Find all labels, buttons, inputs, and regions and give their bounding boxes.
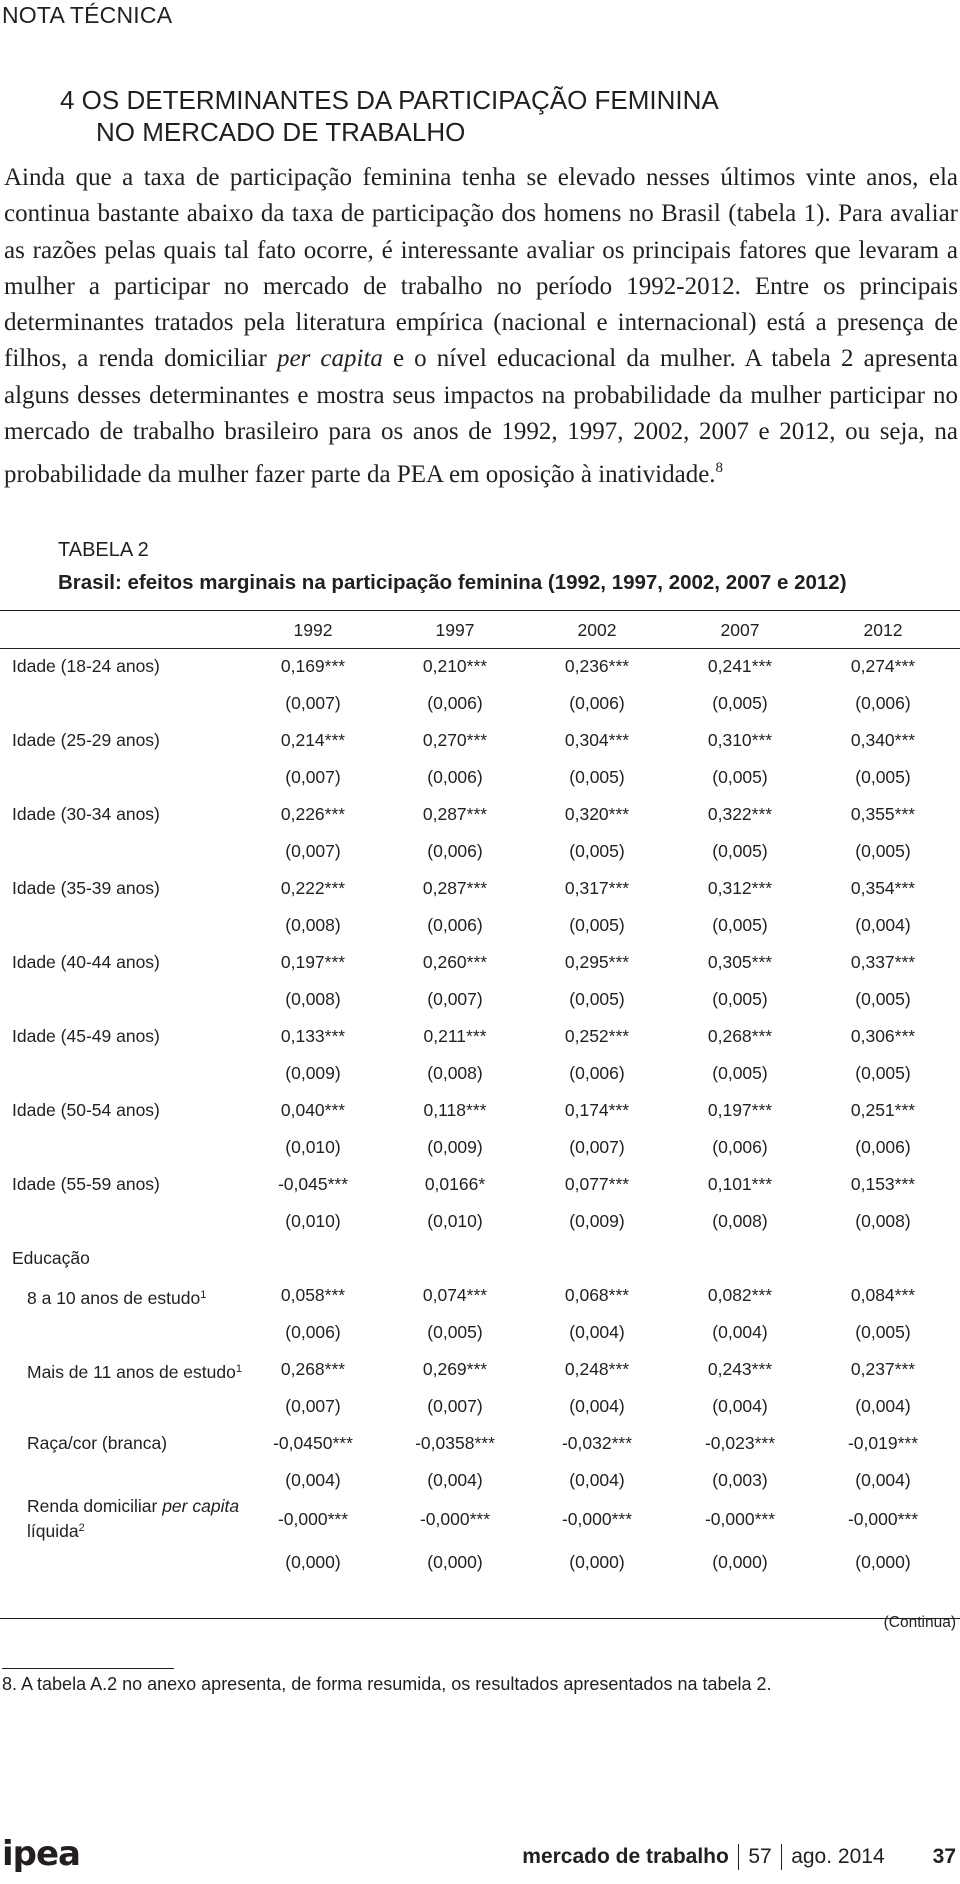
table-cell: (0,005) bbox=[855, 1322, 911, 1342]
table-bottom-rule bbox=[0, 1618, 960, 1619]
table-cell: (0,009) bbox=[569, 1211, 625, 1231]
table-cell: 0,222*** bbox=[280, 878, 346, 898]
year-header: 1997 bbox=[435, 620, 475, 640]
table-cell: 0,268*** bbox=[280, 1359, 346, 1379]
table-cell: 0,354*** bbox=[850, 878, 916, 898]
footnote-rule bbox=[2, 1668, 174, 1669]
table-cell: (0,005) bbox=[712, 989, 768, 1009]
table-cell: 0,169*** bbox=[280, 656, 346, 676]
table-row bbox=[0, 1462, 960, 1499]
table-row bbox=[0, 1018, 960, 1055]
table-cell: (0,004) bbox=[427, 1470, 483, 1490]
table-row bbox=[0, 870, 960, 907]
row-label-text: Renda domiciliar bbox=[27, 1496, 163, 1516]
table-cell: 0,248*** bbox=[564, 1359, 630, 1379]
year-header: 1992 bbox=[293, 620, 333, 640]
table-cell: 0,040*** bbox=[280, 1100, 346, 1120]
table-cell: (0,000) bbox=[855, 1552, 911, 1572]
issue-date: ago. 2014 bbox=[791, 1845, 885, 1868]
table-row bbox=[0, 944, 960, 981]
table-cell: 0,269*** bbox=[422, 1359, 488, 1379]
row-label-text: líquida bbox=[27, 1521, 79, 1541]
table-cell: 0,355*** bbox=[850, 804, 916, 824]
table-cell: 0,118*** bbox=[423, 1100, 487, 1120]
table-cell: 0,251*** bbox=[850, 1100, 916, 1120]
table-cell: (0,000) bbox=[569, 1552, 625, 1572]
table-cell: -0,023*** bbox=[704, 1433, 776, 1453]
row-label bbox=[27, 1495, 239, 1542]
row-label bbox=[27, 1425, 167, 1462]
footnote: 8. A tabela A.2 no anexo apresenta, de forma resumida, os resultados apresentados na tabela 2. bbox=[2, 1674, 772, 1694]
table-cell: (0,008) bbox=[855, 1211, 911, 1231]
table-cell: (0,009) bbox=[285, 1063, 341, 1083]
table-cell: (0,004) bbox=[569, 1470, 625, 1490]
table-body bbox=[0, 648, 960, 1581]
year-header: 2007 bbox=[720, 620, 760, 640]
row-label bbox=[12, 870, 160, 907]
table-cell: 0,226*** bbox=[280, 804, 346, 824]
row-label bbox=[12, 648, 160, 685]
table-cell: 0,260*** bbox=[422, 952, 488, 972]
ipea-logo: ipea bbox=[2, 1834, 80, 1874]
table-cell: -0,000*** bbox=[277, 1509, 349, 1529]
table-cell: 0,214*** bbox=[280, 730, 346, 750]
body-text-italic: per capita bbox=[276, 345, 383, 373]
table-cell: (0,006) bbox=[427, 841, 483, 861]
table-cell: -0,032*** bbox=[561, 1433, 633, 1453]
table-cell: (0,006) bbox=[285, 1322, 341, 1342]
running-header: NOTA TÉCNICA bbox=[2, 2, 173, 28]
table-cell: (0,004) bbox=[712, 1396, 768, 1416]
table-title: Brasil: efeitos marginais na participação feminina (1992, 1997, 2002, 2007 e 2012) bbox=[58, 571, 847, 594]
footnote-reference[interactable]: 8 bbox=[715, 460, 724, 477]
table-cell: (0,006) bbox=[427, 693, 483, 713]
table-cell: (0,005) bbox=[712, 1063, 768, 1083]
table-cell: (0,006) bbox=[427, 767, 483, 787]
footer-info bbox=[522, 1844, 956, 1870]
table-cell: (0,004) bbox=[855, 1396, 911, 1416]
table-cell: (0,004) bbox=[855, 915, 911, 935]
table-row bbox=[0, 685, 960, 722]
table-cell: 0,241*** bbox=[707, 656, 773, 676]
table-row bbox=[0, 1129, 960, 1166]
table-cell: 0,268*** bbox=[707, 1026, 773, 1046]
table-cell: (0,005) bbox=[569, 989, 625, 1009]
table-cell: (0,007) bbox=[285, 693, 341, 713]
table-cell: (0,006) bbox=[712, 1137, 768, 1157]
row-label bbox=[12, 1092, 160, 1129]
table-cell: (0,010) bbox=[285, 1137, 341, 1157]
table-cell: (0,004) bbox=[285, 1470, 341, 1490]
row-label-text: Idade (30-34 anos) bbox=[12, 804, 160, 824]
table-cell: 0,305*** bbox=[707, 952, 773, 972]
table-cell: 0,153*** bbox=[850, 1174, 916, 1194]
table-row bbox=[0, 648, 960, 685]
table-cell: 0,320*** bbox=[564, 804, 630, 824]
issue-number: 57 bbox=[748, 1845, 772, 1868]
table-cell: (0,010) bbox=[285, 1211, 341, 1231]
year-header: 2012 bbox=[863, 620, 903, 640]
table-cell: 0,237*** bbox=[850, 1359, 916, 1379]
table-row bbox=[0, 1314, 960, 1351]
row-label-note: 1 bbox=[235, 1363, 242, 1375]
table-cell: 0,287*** bbox=[422, 804, 488, 824]
table-cell: 0,058*** bbox=[280, 1285, 346, 1305]
table-cell: (0,005) bbox=[712, 841, 768, 861]
table-cell: (0,006) bbox=[569, 1063, 625, 1083]
row-label bbox=[12, 722, 160, 759]
table-cell: (0,007) bbox=[427, 1396, 483, 1416]
table-cell: (0,005) bbox=[712, 767, 768, 787]
table-row bbox=[0, 1092, 960, 1129]
table-cell: (0,005) bbox=[855, 1063, 911, 1083]
table-cell: 0,322*** bbox=[707, 804, 773, 824]
table-cell: (0,009) bbox=[427, 1137, 483, 1157]
table-cell: 0,295*** bbox=[564, 952, 630, 972]
table-cell: (0,007) bbox=[569, 1137, 625, 1157]
section-title-line-1: 4 OS DETERMINANTES DA PARTICIPAÇÃO FEMININA bbox=[60, 85, 719, 115]
separator bbox=[738, 1844, 740, 1870]
table-cell: -0,000*** bbox=[704, 1509, 776, 1529]
table-cell: (0,004) bbox=[855, 1470, 911, 1490]
results-table bbox=[0, 610, 960, 1581]
table-cell: (0,005) bbox=[855, 989, 911, 1009]
row-label-text: Idade (55-59 anos) bbox=[12, 1174, 160, 1194]
table-cell: 0,077*** bbox=[564, 1174, 630, 1194]
table-cell: 0,243*** bbox=[707, 1359, 773, 1379]
table-cell: -0,000*** bbox=[419, 1509, 491, 1529]
table-cell: (0,007) bbox=[285, 841, 341, 861]
table-header-row bbox=[0, 610, 960, 648]
body-text-part-1: Ainda que a taxa de participação feminina tenha se elevado nesses últimos vinte anos, ela continua bastante abaixo da taxa de participação dos homens no Brasil (tabela 1). Para avaliar as razões pelas quais tal fato ocorre, é interessante avaliar os principais fatores que levaram a mulher a participar no mercado de trabalho no período 1992-2012. Entre os principais determinantes tratados pela literatura empírica (nacional e internacional) está a presença de filhos, a renda domiciliar bbox=[4, 164, 958, 373]
row-label bbox=[27, 1277, 206, 1317]
table-cell: (0,005) bbox=[712, 693, 768, 713]
table-cell: 0,0166* bbox=[424, 1174, 486, 1194]
table-row bbox=[0, 1055, 960, 1092]
table-cell: (0,006) bbox=[569, 693, 625, 713]
row-label-text: Educação bbox=[12, 1248, 90, 1268]
table-row bbox=[0, 1277, 960, 1314]
table-continued-note: (Continua) bbox=[883, 1614, 956, 1631]
table-cell: 0,274*** bbox=[850, 656, 916, 676]
table-row bbox=[0, 1166, 960, 1203]
table-cell: 0,082*** bbox=[707, 1285, 773, 1305]
table-cell: (0,005) bbox=[427, 1322, 483, 1342]
table-row bbox=[0, 1240, 960, 1277]
row-label-text: Idade (50-54 anos) bbox=[12, 1100, 160, 1120]
table-cell: (0,007) bbox=[427, 989, 483, 1009]
row-label-text: Raça/cor (branca) bbox=[27, 1433, 168, 1453]
section-title bbox=[60, 84, 719, 148]
row-label bbox=[12, 1240, 90, 1277]
table-cell: -0,019*** bbox=[847, 1433, 919, 1453]
table-cell: -0,000*** bbox=[561, 1509, 633, 1529]
row-label-text: 8 a 10 anos de estudo bbox=[27, 1288, 201, 1308]
table-cell: 0,312*** bbox=[707, 878, 773, 898]
table-row bbox=[0, 1544, 960, 1581]
row-label-text: Idade (35-39 anos) bbox=[12, 878, 160, 898]
table-cell: 0,068*** bbox=[564, 1285, 630, 1305]
row-label-italic: per capita bbox=[162, 1496, 240, 1516]
table-cell: (0,000) bbox=[712, 1552, 768, 1572]
table-cell: 0,317*** bbox=[564, 878, 630, 898]
table-cell: 0,304*** bbox=[564, 730, 630, 750]
section-title-line-2: NO MERCADO DE TRABALHO bbox=[96, 117, 466, 147]
table-cell: 0,236*** bbox=[564, 656, 630, 676]
row-label bbox=[12, 1018, 160, 1055]
row-label bbox=[27, 1351, 242, 1391]
table-row bbox=[0, 722, 960, 759]
table-label: TABELA 2 bbox=[58, 539, 149, 561]
journal-name: mercado de trabalho bbox=[522, 1845, 729, 1868]
table-cell: (0,005) bbox=[855, 767, 911, 787]
table-row bbox=[0, 1203, 960, 1240]
table-cell: (0,005) bbox=[569, 841, 625, 861]
table-cell: 0,101*** bbox=[707, 1174, 773, 1194]
table-cell: (0,004) bbox=[712, 1322, 768, 1342]
table-cell: (0,005) bbox=[855, 841, 911, 861]
page-number: 37 bbox=[932, 1845, 956, 1868]
row-label-text: Idade (25-29 anos) bbox=[12, 730, 160, 750]
body-paragraph bbox=[4, 160, 958, 494]
table-cell: (0,005) bbox=[569, 915, 625, 935]
table-cell: 0,133*** bbox=[280, 1026, 346, 1046]
table-row bbox=[0, 833, 960, 870]
table-cell: 0,252*** bbox=[564, 1026, 630, 1046]
table-cell: (0,008) bbox=[285, 915, 341, 935]
table-cell: 0,306*** bbox=[850, 1026, 916, 1046]
table-row bbox=[0, 759, 960, 796]
table-row bbox=[0, 1388, 960, 1425]
table-cell: (0,003) bbox=[712, 1470, 768, 1490]
table-row bbox=[0, 907, 960, 944]
table-row bbox=[0, 796, 960, 833]
row-label-text: Idade (40-44 anos) bbox=[12, 952, 160, 972]
table-cell: -0,000*** bbox=[847, 1509, 919, 1529]
table-cell: (0,008) bbox=[285, 989, 341, 1009]
table-cell: (0,007) bbox=[285, 1396, 341, 1416]
table-cell: (0,005) bbox=[712, 915, 768, 935]
table-cell: 0,310*** bbox=[707, 730, 773, 750]
table-cell: (0,000) bbox=[285, 1552, 341, 1572]
table-cell: (0,006) bbox=[855, 1137, 911, 1157]
row-label-text: Idade (45-49 anos) bbox=[12, 1026, 160, 1046]
table-cell: (0,004) bbox=[569, 1396, 625, 1416]
table-row bbox=[0, 981, 960, 1018]
table-cell: (0,006) bbox=[855, 693, 911, 713]
table-cell: 0,340*** bbox=[850, 730, 916, 750]
table-cell: -0,0450*** bbox=[273, 1433, 353, 1453]
year-header: 2002 bbox=[577, 620, 617, 640]
table-cell: 0,197*** bbox=[280, 952, 346, 972]
table-cell: (0,006) bbox=[427, 915, 483, 935]
table-cell: (0,005) bbox=[569, 767, 625, 787]
table-row bbox=[0, 1425, 960, 1462]
separator bbox=[781, 1844, 783, 1870]
table-cell: 0,211*** bbox=[423, 1026, 487, 1046]
row-label bbox=[12, 944, 160, 981]
row-label bbox=[12, 1166, 160, 1203]
table-cell: (0,010) bbox=[427, 1211, 483, 1231]
table-cell: (0,007) bbox=[285, 767, 341, 787]
table-cell: -0,0358*** bbox=[415, 1433, 495, 1453]
table-cell: (0,008) bbox=[427, 1063, 483, 1083]
row-label-text: Idade (18-24 anos) bbox=[12, 656, 160, 676]
table-cell: 0,287*** bbox=[422, 878, 488, 898]
row-label bbox=[12, 796, 160, 833]
table-cell: 0,197*** bbox=[707, 1100, 773, 1120]
table-cell: -0,045*** bbox=[277, 1174, 349, 1194]
table-cell: (0,004) bbox=[569, 1322, 625, 1342]
table-cell: 0,210*** bbox=[422, 656, 488, 676]
table-cell: 0,270*** bbox=[422, 730, 488, 750]
body-text-part-2: e o nível educacional da mulher. A tabela 2 apresenta alguns desses determinantes e mostra seus impactos na probabilidade da mulher participar no mercado de trabalho brasileiro para os anos de 1992, 1997, 2002, 2007 e 2012, ou seja, na probabilidade da mulher fazer parte da PEA em oposição à inatividade. bbox=[4, 345, 958, 489]
page-footer bbox=[0, 1834, 960, 1878]
table-cell: (0,008) bbox=[712, 1211, 768, 1231]
table-cell: 0,174*** bbox=[564, 1100, 630, 1120]
table-cell: 0,074*** bbox=[422, 1285, 488, 1305]
table-row bbox=[0, 1496, 960, 1544]
table-row bbox=[0, 1351, 960, 1388]
table-cell: 0,084*** bbox=[850, 1285, 916, 1305]
row-label-text: Mais de 11 anos de estudo bbox=[27, 1362, 236, 1382]
table-cell: 0,337*** bbox=[850, 952, 916, 972]
row-label-note: 2 bbox=[78, 1522, 85, 1534]
table-cell: (0,000) bbox=[427, 1552, 483, 1572]
row-label-note: 1 bbox=[200, 1289, 207, 1301]
